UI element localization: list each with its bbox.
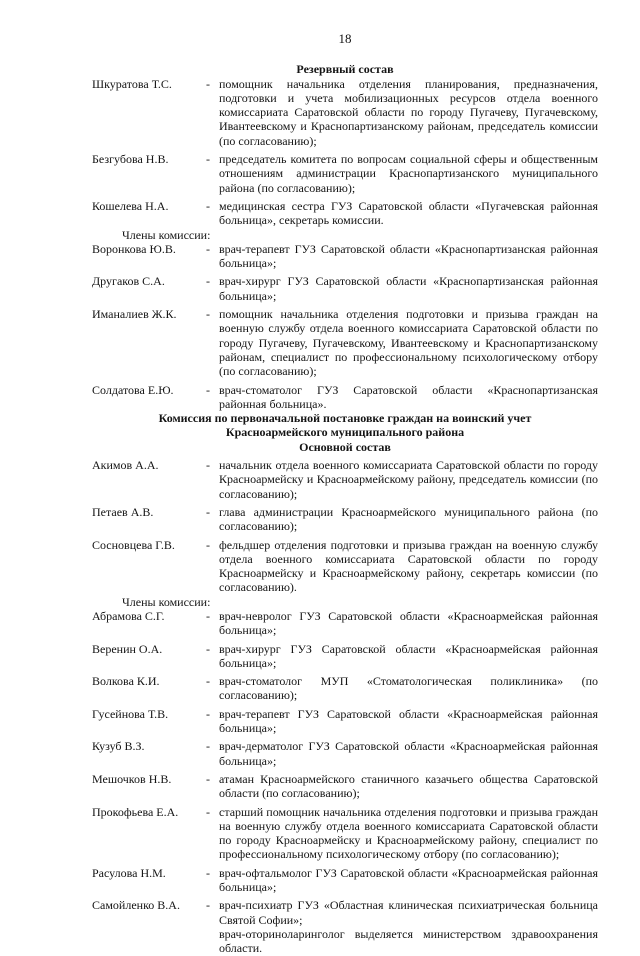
member-name: Расулова Н.М. (92, 865, 166, 880)
entry-dash: - (206, 537, 210, 552)
entry-dash: - (206, 706, 210, 721)
commission-entry (92, 805, 598, 862)
entry-dash: - (206, 307, 210, 322)
commission-entry (92, 642, 598, 671)
commission-entry (92, 505, 598, 534)
member-role: врач-дерматолог ГУЗ Саратовской области «Красноармейская районная больница»; (219, 739, 598, 768)
member-role: атаман Красноармейского станичного казачьего общества Саратовской области (по согласованию); (219, 771, 598, 801)
member-name: Сосновцева Г.В. (92, 537, 175, 552)
commission-entry (92, 77, 598, 148)
closing-note: врач-оториноларинголог выделяется министерством здравоохранения области. (219, 926, 598, 956)
entry-dash: - (206, 76, 210, 91)
member-role: фельдшер отделения подготовки и призыва граждан на военную службу отдела военного комиссариата Саратовской области по городу Красноармейску и Красноармейскому району, секретарь комиссии (по согласованию). (219, 537, 598, 595)
member-role: врач-психиатр ГУЗ «Областная клиническая психиатрическая больница Святой Софии»; (219, 898, 598, 927)
entry-dash: - (206, 274, 210, 289)
members-label: Члены комиссии: (122, 594, 211, 609)
member-name: Прокофьева Е.А. (92, 804, 179, 819)
commission-entry (92, 739, 598, 768)
entry-dash: - (206, 771, 210, 786)
commission-entry (92, 772, 598, 801)
commission-entry (92, 307, 598, 378)
member-name: Петаев А.В. (92, 504, 154, 519)
commission-entry (92, 152, 598, 195)
section-title: Красноармейского муниципального района (225, 425, 465, 440)
entry-dash: - (206, 898, 210, 913)
commission-entry (92, 707, 598, 736)
commission-entry (92, 609, 598, 638)
commission-entry (92, 199, 598, 228)
entry-dash: - (206, 608, 210, 623)
entry-dash: - (206, 804, 210, 819)
commission-entry (92, 274, 598, 303)
member-role: врач-хирург ГУЗ Саратовской области «Краснопартизанская районная больница»; (219, 274, 598, 303)
member-name: Кузуб В.З. (92, 739, 145, 754)
member-role: врач-невролог ГУЗ Саратовской области «Красноармейская районная больница»; (219, 608, 598, 638)
member-role: врач-терапевт ГУЗ Саратовской области «Краснопартизанская районная больница»; (219, 241, 598, 271)
member-name: Абрамова С.Г. (92, 608, 165, 623)
member-role: начальник отдела военного комиссариата Саратовской области по городу Красноармейску и Красноармейскому району, председатель комиссии (по согласованию); (219, 458, 598, 501)
page-number: 18 (338, 31, 352, 46)
member-name: Иманалиев Ж.К. (92, 307, 177, 322)
entry-dash: - (206, 458, 210, 473)
commission-entry (92, 383, 598, 412)
member-role: врач-офтальмолог ГУЗ Саратовской области «Красноармейская районная больница»; (219, 865, 598, 895)
member-name: Веренин О.А. (92, 641, 163, 656)
member-role: глава администрации Красноармейского муниципального района (по согласованию); (219, 504, 598, 534)
entry-dash: - (206, 504, 210, 519)
member-name: Волкова К.И. (92, 674, 160, 689)
member-name: Мешочков Н.В. (92, 771, 172, 786)
entry-dash: - (206, 152, 210, 167)
member-role: медицинская сестра ГУЗ Саратовской области «Пугачевская районная больница», секретарь комиссии. (219, 198, 598, 228)
commission-entry (92, 458, 598, 501)
entry-dash: - (206, 739, 210, 754)
entry-dash: - (206, 198, 210, 213)
member-role: врач-стоматолог МУП «Стоматологическая поликлиника» (по согласованию); (219, 674, 598, 703)
commission-entry (92, 898, 598, 927)
section-main-heading: Основной состав (299, 439, 391, 454)
section-reserve-heading: Резервный состав (296, 62, 394, 77)
member-name: Безгубова Н.В. (92, 152, 169, 167)
member-name: Гусейнова Т.В. (92, 706, 169, 721)
member-role: председатель комитета по вопросам социальной сферы и общественным отношениям администрации Краснопартизанского муниципального района (по согласованию); (219, 152, 598, 195)
commission-entry (92, 866, 598, 895)
entry-dash: - (206, 674, 210, 689)
entry-dash: - (206, 382, 210, 397)
member-name: Солдатова Е.Ю. (92, 382, 174, 397)
commission-entry (92, 674, 598, 703)
members-label: Члены комиссии: (122, 227, 211, 242)
member-name: Самойленко В.А. (92, 898, 180, 913)
member-role: помощник начальника отделения планирования, предназначения, подготовки и учета мобилизационных ресурсов отдела военного комиссариата Саратовской области по городу Пугачеву, Пугачевскому, Ивантеевскому и Краснопартизанскому районам, председатель комиссии (по согласованию); (219, 76, 598, 148)
member-role: помощник начальника отделения подготовки и призыва граждан на военную службу отдела военного комиссариата Саратовской области по городу Пугачеву, Пугачевскому, Ивантеевскому и Краснопартизанскому районам, специалист по профессиональному психологическому отбору (по согласованию); (219, 307, 598, 379)
entry-dash: - (206, 865, 210, 880)
member-role: врач-стоматолог ГУЗ Саратовской области «Краснопартизанская районная больница». (219, 382, 598, 411)
commission-entry (92, 242, 598, 271)
member-name: Шкуратова Т.С. (92, 76, 172, 91)
member-name: Другаков С.А. (92, 274, 165, 289)
entry-dash: - (206, 641, 210, 656)
member-role: врач-хирург ГУЗ Саратовской области «Красноармейская районная больница»; (219, 641, 598, 670)
commission-entry (92, 538, 598, 595)
member-role: старший помощник начальника отделения подготовки и призыва граждан на военную службу отдела военного комиссариата Саратовской области по городу Красноармейску и Красноармейскому району, специалист по профессиональному психологическому отбору (по согласованию); (219, 804, 598, 862)
member-name: Воронкова Ю.В. (92, 241, 176, 256)
entry-dash: - (206, 241, 210, 256)
member-role: врач-терапевт ГУЗ Саратовской области «Красноармейская районная больница»; (219, 706, 598, 736)
member-name: Акимов А.А. (92, 458, 159, 473)
member-name: Кошелева Н.А. (92, 198, 169, 213)
section-title: Комиссия по первоначальной постановке граждан на воинский учет (158, 411, 532, 426)
